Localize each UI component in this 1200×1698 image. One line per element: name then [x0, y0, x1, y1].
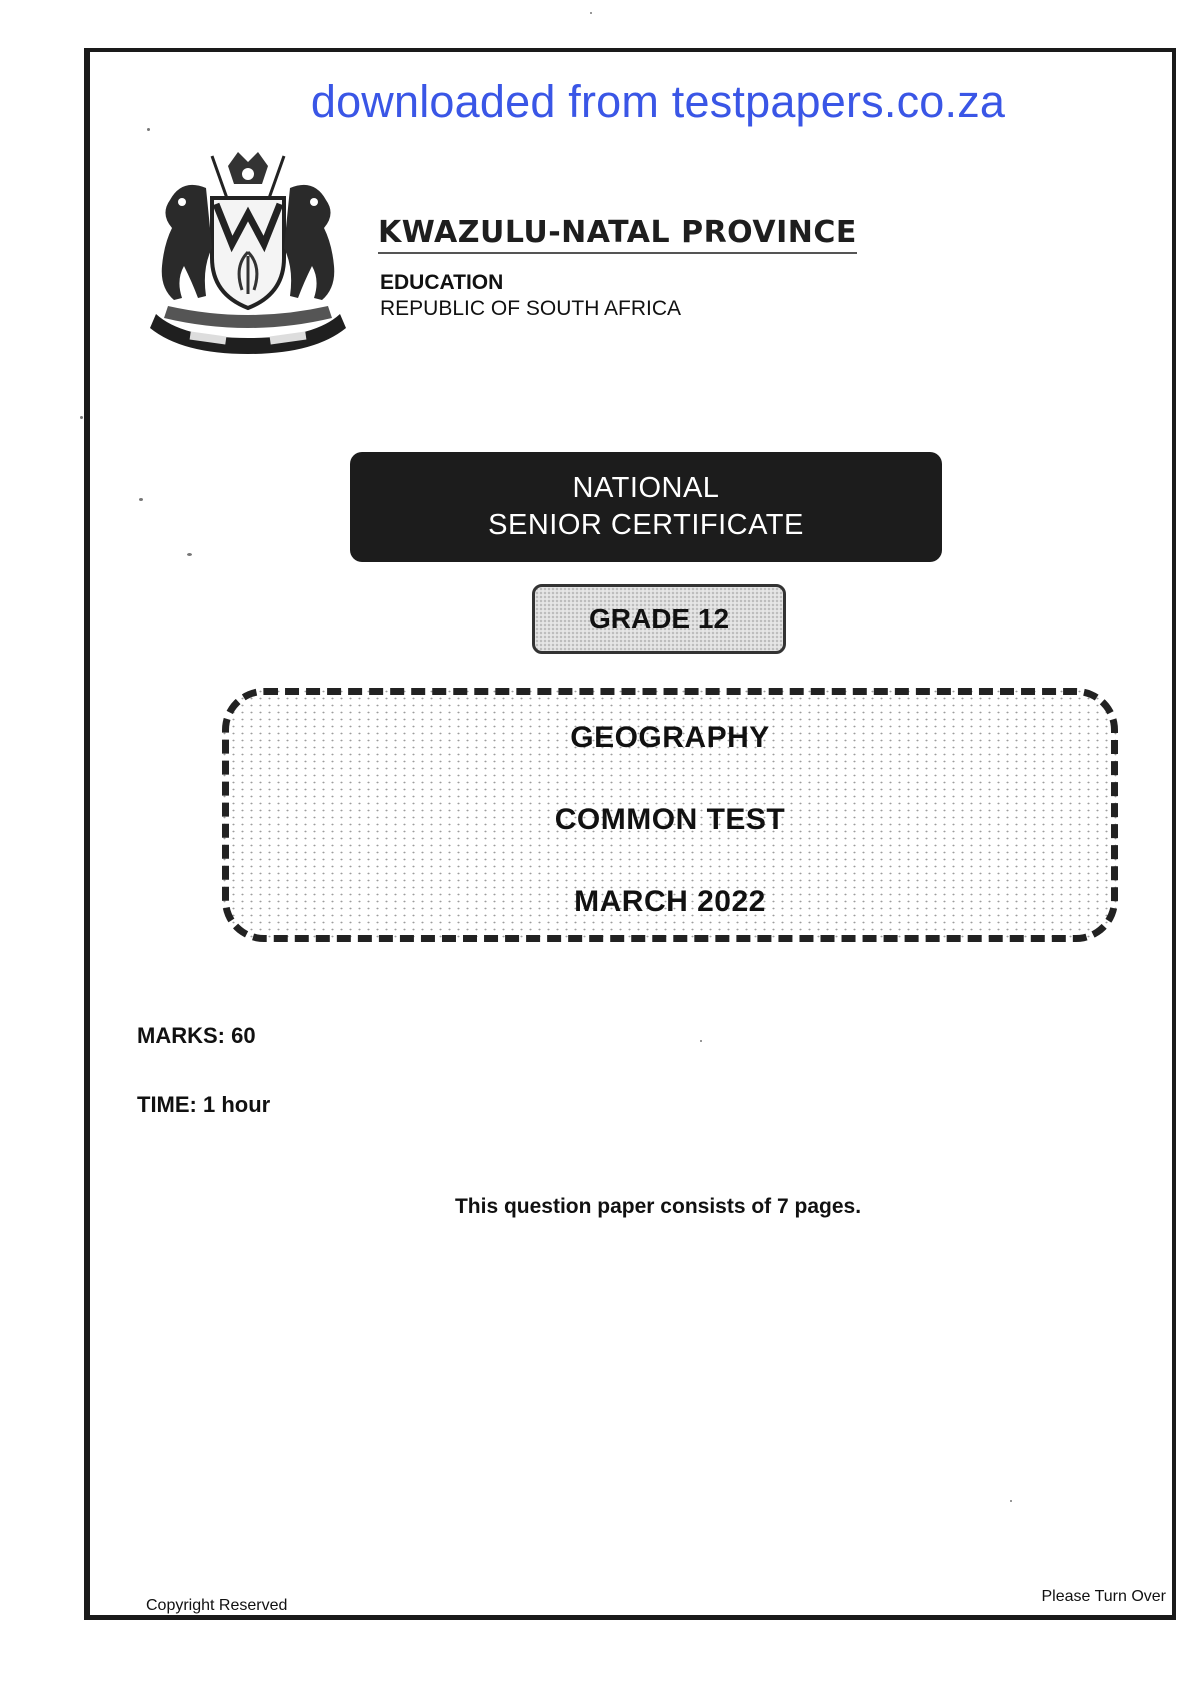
- scan-speck: [1010, 1500, 1012, 1502]
- republic-label: REPUBLIC OF SOUTH AFRICA: [380, 297, 682, 320]
- subject-name: GEOGRAPHY: [570, 721, 770, 754]
- time-label: TIME:: [137, 1092, 197, 1117]
- scan-speck: [700, 1040, 702, 1042]
- copyright-notice: Copyright Reserved: [146, 1597, 288, 1614]
- certificate-banner: [350, 452, 942, 562]
- subject-panel: [222, 688, 1118, 942]
- turn-over-notice: Please Turn Over: [1041, 1588, 1166, 1605]
- marks-line: [137, 1023, 256, 1049]
- scan-speck: [147, 128, 150, 131]
- time-value: 1 hour: [203, 1092, 271, 1117]
- coat-of-arms-icon: [142, 148, 354, 358]
- certificate-line-2: SENIOR CERTIFICATE: [488, 509, 804, 541]
- watermark-text: downloaded from testpapers.co.za: [310, 76, 1006, 127]
- scan-speck: [590, 12, 592, 14]
- test-type: COMMON TEST: [554, 803, 786, 836]
- department-label: EDUCATION: [380, 271, 504, 294]
- time-line: [137, 1092, 270, 1118]
- scan-speck: [139, 498, 143, 501]
- scan-speck: [80, 416, 83, 419]
- province-heading: KWAZULU-NATAL PROVINCE: [378, 215, 857, 254]
- scan-speck: [187, 553, 192, 556]
- test-date: MARCH 2022: [574, 885, 766, 918]
- marks-label: MARKS:: [137, 1023, 225, 1048]
- certificate-line-1: NATIONAL: [572, 472, 720, 504]
- grade-badge: GRADE 12: [532, 584, 786, 654]
- page-count-note: This question paper consists of 7 pages.: [454, 1195, 862, 1218]
- marks-value: 60: [231, 1023, 256, 1048]
